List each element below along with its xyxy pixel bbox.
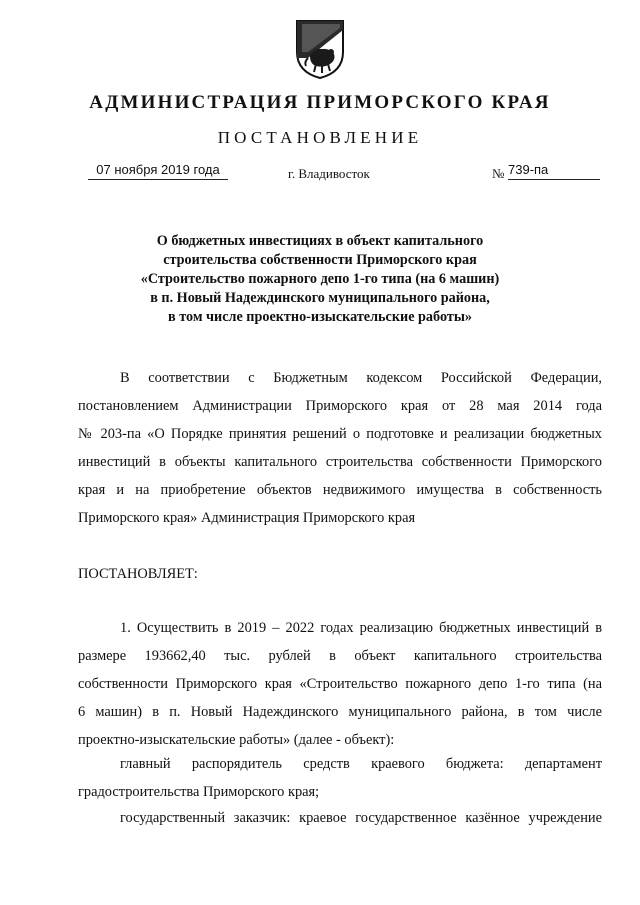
preamble-paragraph [78, 364, 602, 532]
preamble-line: № 203-па «О Порядке принятия решений о подготовке и реализации бюджетных [78, 426, 602, 442]
clause-line: собственности Приморского края «Строительство пожарного депо 1-го типа (на [78, 676, 602, 692]
clause-line: 6 машин) в п. Новый Надеждинского муниципального района, в том числе [78, 704, 602, 720]
customer-line: государственный заказчик: краевое государственное казённое учреждение [120, 810, 602, 826]
clause-line: проектно-изыскательские работы» (далее - объект): [78, 732, 395, 748]
number-sign: № [492, 166, 505, 181]
decree-word: ПОСТАНОВЛЯЕТ: [78, 566, 198, 582]
document-number: 739-па [508, 162, 600, 180]
customer-paragraph [78, 804, 602, 832]
agency-title: АДМИНИСТРАЦИЯ ПРИМОРСКОГО КРАЯ [89, 92, 551, 113]
preamble-line: инвестиций в объекты капитального строительства собственности Приморского [78, 454, 602, 470]
clause-line: размере 193662,40 тыс. рублей в объект капитального строительства [78, 648, 602, 664]
preamble-line: Приморского края» Администрация Приморского края [78, 510, 416, 526]
manager-paragraph [78, 750, 602, 806]
coat-of-arms-icon [294, 18, 346, 80]
manager-line: главный распорядитель средств краевого бюджета: департамент [120, 756, 602, 772]
subject-line: «Строительство пожарного депо 1-го типа (на 6 машин) [140, 271, 500, 287]
document-subject [120, 232, 520, 327]
manager-line: градостроительства Приморского края; [78, 784, 320, 800]
preamble-line: постановлением Администрации Приморского края от 28 мая 2014 года [78, 398, 602, 414]
subject-line: О бюджетных инвестициях в объект капитального [156, 233, 484, 249]
clause-1-paragraph [78, 614, 602, 754]
document-date: 07 ноября 2019 года [88, 162, 228, 180]
preamble-line: края и на приобретение объектов недвижимого имущества в собственность [78, 482, 602, 498]
subject-line: в п. Новый Надеждинского муниципального района, [150, 290, 490, 306]
subject-line: в том числе проектно-изыскательские работы» [168, 309, 472, 325]
subject-line: строительства собственности Приморского края [163, 252, 477, 268]
preamble-line: В соответствии с Бюджетным кодексом Российской Федерации, [120, 370, 602, 386]
document-city: г. Владивосток [288, 166, 370, 181]
document-type: ПОСТАНОВЛЕНИЕ [217, 128, 423, 147]
clause-line: 1. Осуществить в 2019 – 2022 годах реализацию бюджетных инвестиций в [120, 620, 602, 636]
